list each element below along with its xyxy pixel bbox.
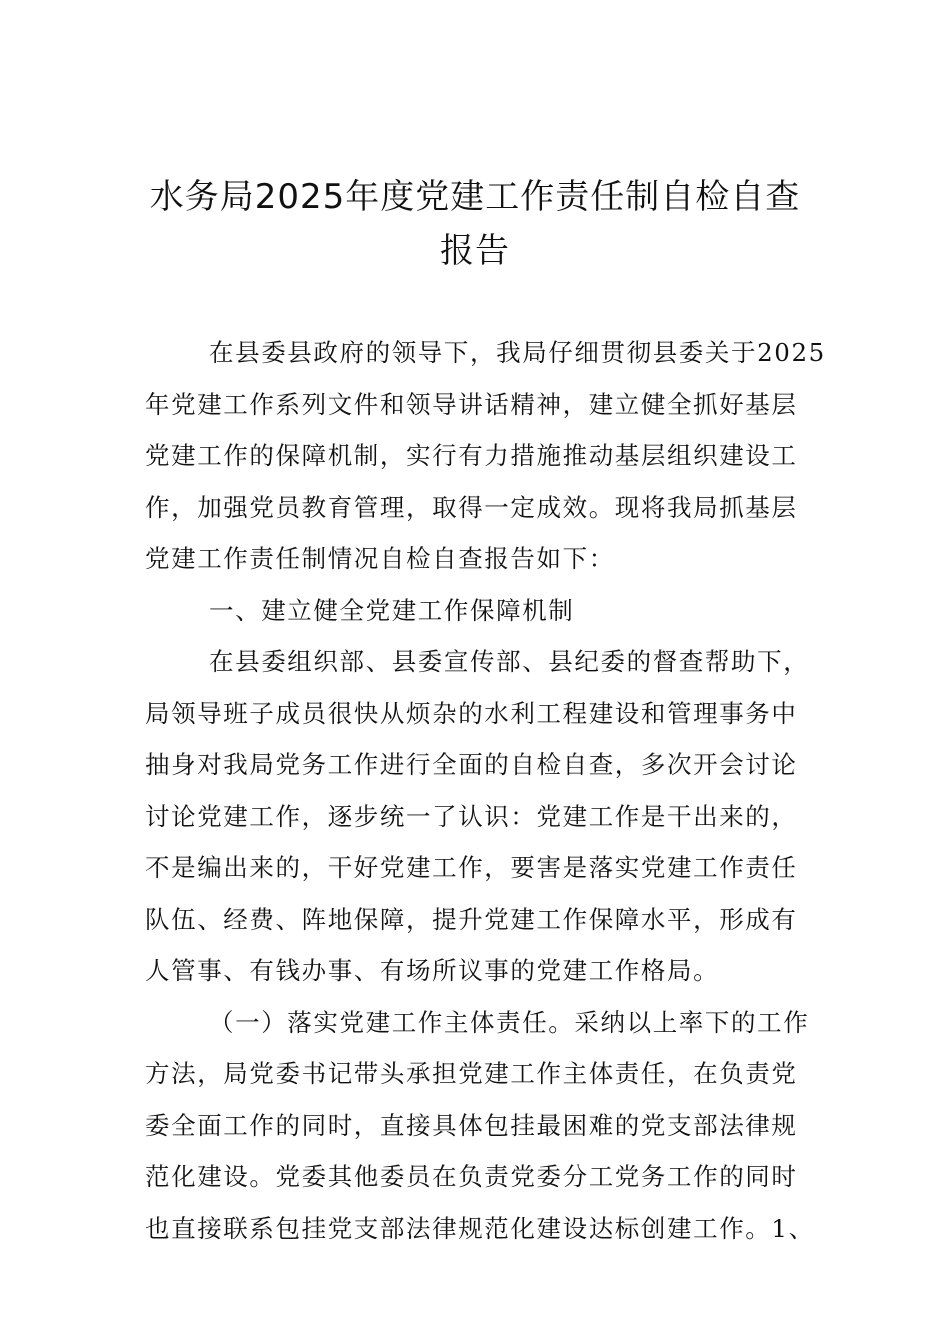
body-line: 队伍、经费、阵地保障，提升党建工作保障水平，形成有 [145,904,798,934]
body-line: 讨论党建工作，逐步统一了认识：党建工作是干出来的， [145,801,798,831]
body-line: 抽身对我局党务工作进行全面的自检自查，多次开会讨论 [145,750,798,779]
title-line: 水务局2025年度党建工作责任制自检自查 [149,177,801,217]
body-line: 局领导班子成员很快从烦杂的水利工程建设和管理事务中 [145,698,798,728]
body-line: 人管事、有钱办事、有场所议事的党建工作格局。 [145,956,720,985]
body-line: 党建工作责任制情况自检自查报告如下： [145,544,615,573]
body-line: 委全面工作的同时，直接具体包挂最困难的党支部法律规 [145,1110,798,1140]
body-line: 也直接联系包挂党支部法律规范化建设达标创建工作。1、 [145,1213,815,1243]
title-line: 报告 [440,231,510,271]
document-title [140,170,810,278]
body-line: 作，加强党员教育管理，取得一定成效。现将我局抓基层 [145,492,798,522]
body-line: 范化建设。党委其他委员在负责党委分工党务工作的同时 [145,1162,798,1191]
section-heading: 一、建立健全党建工作保障机制 [209,595,575,625]
body-line: 方法，局党委书记带头承担党建工作主体责任，在负责党 [145,1059,798,1088]
body-line: 年党建工作系列文件和领导讲话精神，建立健全抓好基层 [145,389,798,419]
body-line: 在县委县政府的领导下，我局仔细贯彻县委关于2025 [209,338,826,367]
body-line: 党建工作的保障机制，实行有力措施推动基层组织建设工 [145,441,798,470]
body-line: 在县委组织部、县委宣传部、县纪委的督查帮助下， [209,647,810,676]
subsection-line: （一）落实党建工作主体责任。采纳以上率下的工作 [209,1007,810,1037]
document-body [145,327,826,1254]
body-line: 不是编出来的，干好党建工作，要害是落实党建工作责任 [145,853,798,882]
